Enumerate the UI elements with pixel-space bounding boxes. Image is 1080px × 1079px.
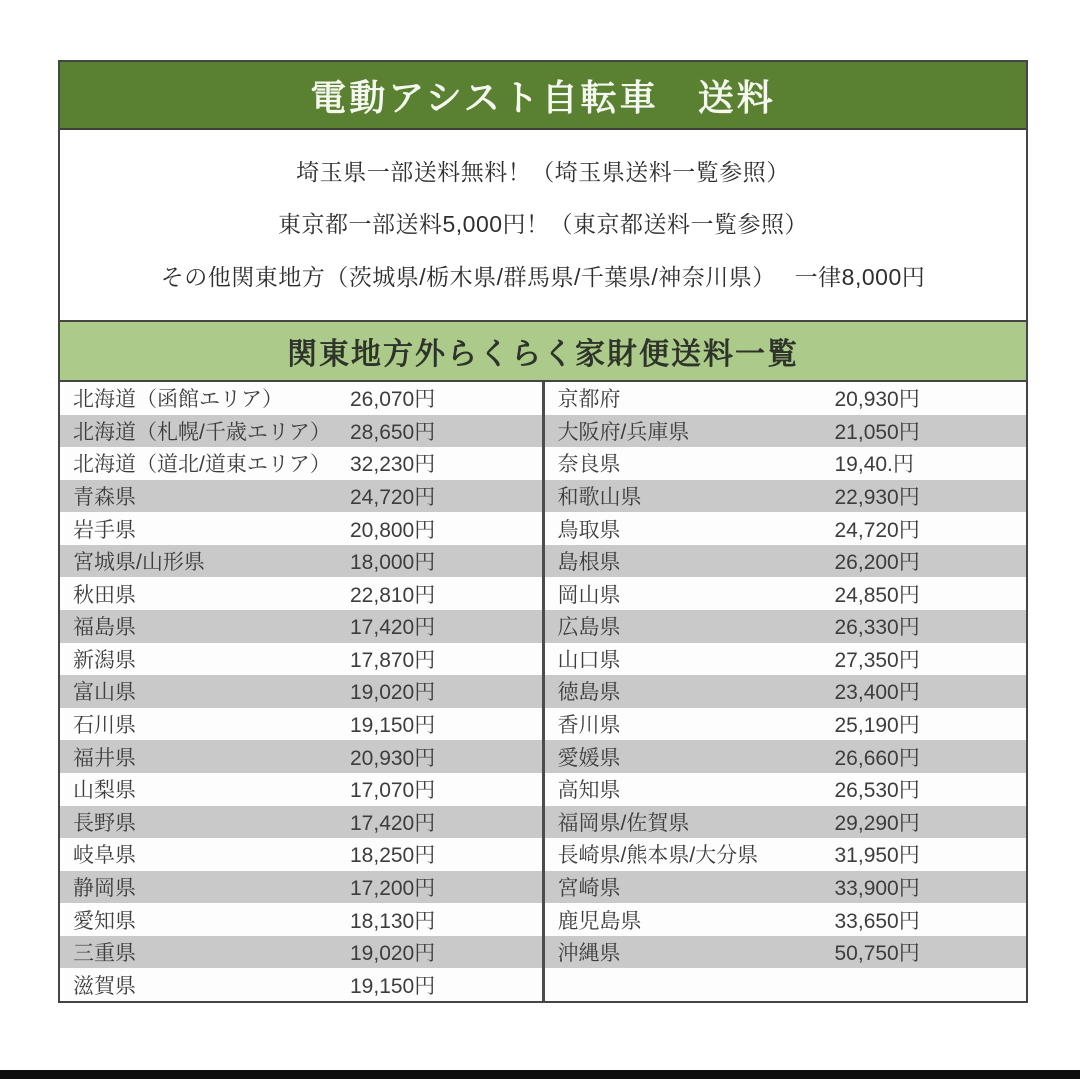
region-cell: 山口県: [557, 648, 621, 672]
region-cell: 北海道（函館エリア）: [73, 388, 283, 412]
table-row: [60, 806, 542, 839]
table-row: [545, 903, 1027, 936]
shipping-fee-table: [60, 382, 1026, 1001]
region-cell: 島根県: [557, 551, 621, 575]
table-row: [545, 382, 1027, 415]
table-row: [545, 643, 1027, 676]
table-row: [545, 512, 1027, 545]
region-cell: 三重県: [73, 942, 136, 966]
price-cell: 17,420円: [350, 616, 436, 640]
region-cell: 愛媛県: [557, 746, 621, 770]
region-cell: 石川県: [73, 714, 136, 738]
price-cell: 21,050円: [834, 420, 920, 444]
price-cell: 26,330円: [834, 616, 920, 640]
region-cell: 奈良県: [557, 453, 621, 477]
price-cell: 19,020円: [350, 681, 436, 705]
price-cell: 33,650円: [834, 909, 920, 933]
table-row: [60, 512, 542, 545]
table-row: [545, 740, 1027, 773]
region-cell: 山梨県: [73, 779, 136, 803]
price-cell: 17,200円: [350, 876, 436, 900]
price-cell: 17,420円: [350, 811, 436, 835]
price-cell: 24,850円: [834, 583, 920, 607]
price-cell: 29,290円: [834, 811, 920, 835]
table-row: [545, 806, 1027, 839]
table-row: [60, 415, 542, 448]
table-row: [545, 936, 1027, 969]
table-row: [60, 545, 542, 578]
region-cell: 長野県: [73, 811, 136, 835]
region-cell: 沖縄県: [557, 942, 621, 966]
table-row: [545, 415, 1027, 448]
region-cell: 青森県: [73, 486, 136, 510]
table-right-column: [545, 382, 1027, 1001]
price-cell: 18,130円: [350, 909, 436, 933]
region-cell: 滋賀県: [73, 974, 136, 998]
table-row: [60, 708, 542, 741]
price-cell: 33,900円: [834, 876, 920, 900]
price-cell: 25,190円: [834, 714, 920, 738]
region-cell: 鹿児島県: [557, 909, 642, 933]
page-title: 電動アシスト自転車 送料: [60, 62, 1026, 130]
table-row: [60, 382, 542, 415]
notice-saitama: 埼玉県一部送料無料！（埼玉県送料一覧参照）: [296, 158, 790, 185]
region-cell: 宮崎県: [557, 876, 621, 900]
shipping-info-panel: [58, 60, 1028, 1003]
price-cell: 20,800円: [350, 518, 436, 542]
price-cell: 19,150円: [350, 714, 436, 738]
price-cell: 17,070円: [350, 779, 436, 803]
price-cell: 31,950円: [834, 844, 920, 868]
table-row: [545, 871, 1027, 904]
table-row: [545, 480, 1027, 513]
price-cell: 23,400円: [834, 681, 920, 705]
price-cell: 27,350円: [834, 648, 920, 672]
price-cell: 20,930円: [350, 746, 436, 770]
price-cell: 26,660円: [834, 746, 920, 770]
table-row: [60, 968, 542, 1001]
region-cell: 富山県: [73, 681, 136, 705]
table-row: [545, 577, 1027, 610]
price-cell: 24,720円: [350, 486, 436, 510]
table-title: 関東地方外らくらく家財便送料一覧: [60, 320, 1026, 382]
table-row: [60, 675, 542, 708]
region-cell: 和歌山県: [557, 486, 642, 510]
price-cell: 26,200円: [834, 551, 920, 575]
region-cell: 広島県: [557, 616, 621, 640]
price-cell: 17,870円: [350, 648, 436, 672]
notice-section: [60, 130, 1026, 320]
region-cell: 北海道（札幌/千歳エリア）: [73, 420, 331, 444]
price-cell: 28,650円: [350, 420, 436, 444]
region-cell: 北海道（道北/道東エリア）: [73, 453, 331, 477]
price-cell: 26,530円: [834, 779, 920, 803]
table-row: [545, 545, 1027, 578]
table-row: [60, 610, 542, 643]
region-cell: 鳥取県: [557, 518, 621, 542]
table-row: [545, 968, 1027, 1001]
region-cell: 福井県: [73, 746, 136, 770]
price-cell: 19,150円: [350, 974, 436, 998]
table-row: [60, 871, 542, 904]
price-cell: 24,720円: [834, 518, 920, 542]
region-cell: 愛知県: [73, 909, 136, 933]
table-row: [60, 773, 542, 806]
region-cell: 静岡県: [73, 876, 136, 900]
region-cell: 新潟県: [73, 648, 136, 672]
region-cell: 京都府: [557, 388, 621, 412]
price-cell: 18,250円: [350, 844, 436, 868]
notice-other-kanto: その他関東地方（茨城県/栃木県/群馬県/千葉県/神奈川県） 一律8,000円: [160, 264, 926, 291]
table-row: [60, 740, 542, 773]
region-cell: 長崎県/熊本県/大分県: [557, 844, 759, 868]
price-cell: 18,000円: [350, 551, 436, 575]
region-cell: 高知県: [557, 779, 621, 803]
table-row: [545, 675, 1027, 708]
price-cell: 19,020円: [350, 942, 436, 966]
table-row: [60, 577, 542, 610]
region-cell: 福島県: [73, 616, 136, 640]
table-row: [545, 838, 1027, 871]
price-cell: 32,230円: [350, 453, 436, 477]
price-cell: 26,070円: [350, 388, 436, 412]
notice-tokyo: 東京都一部送料5,000円！（東京都送料一覧参照）: [277, 211, 809, 238]
price-cell: 19,40.円: [834, 453, 914, 477]
region-cell: 岡山県: [557, 583, 621, 607]
price-cell: 22,810円: [350, 583, 436, 607]
table-row: [545, 773, 1027, 806]
region-cell: 福岡県/佐賀県: [557, 811, 690, 835]
table-row: [545, 708, 1027, 741]
price-cell: 20,930円: [834, 388, 920, 412]
table-left-column: [60, 382, 542, 1001]
table-row: [60, 447, 542, 480]
region-cell: 秋田県: [73, 583, 136, 607]
region-cell: 岐阜県: [73, 844, 136, 868]
table-row: [545, 447, 1027, 480]
region-cell: 岩手県: [73, 518, 136, 542]
table-row: [60, 643, 542, 676]
region-cell: 大阪府/兵庫県: [557, 420, 690, 444]
price-cell: 50,750円: [834, 942, 920, 966]
region-cell: 宮城県/山形県: [73, 551, 205, 575]
table-row: [60, 480, 542, 513]
table-row: [60, 838, 542, 871]
table-row: [60, 936, 542, 969]
price-cell: 22,930円: [834, 486, 920, 510]
table-row: [60, 903, 542, 936]
table-row: [545, 610, 1027, 643]
bottom-black-bar: [0, 1070, 1080, 1079]
region-cell: 徳島県: [557, 681, 621, 705]
region-cell: 香川県: [557, 714, 621, 738]
